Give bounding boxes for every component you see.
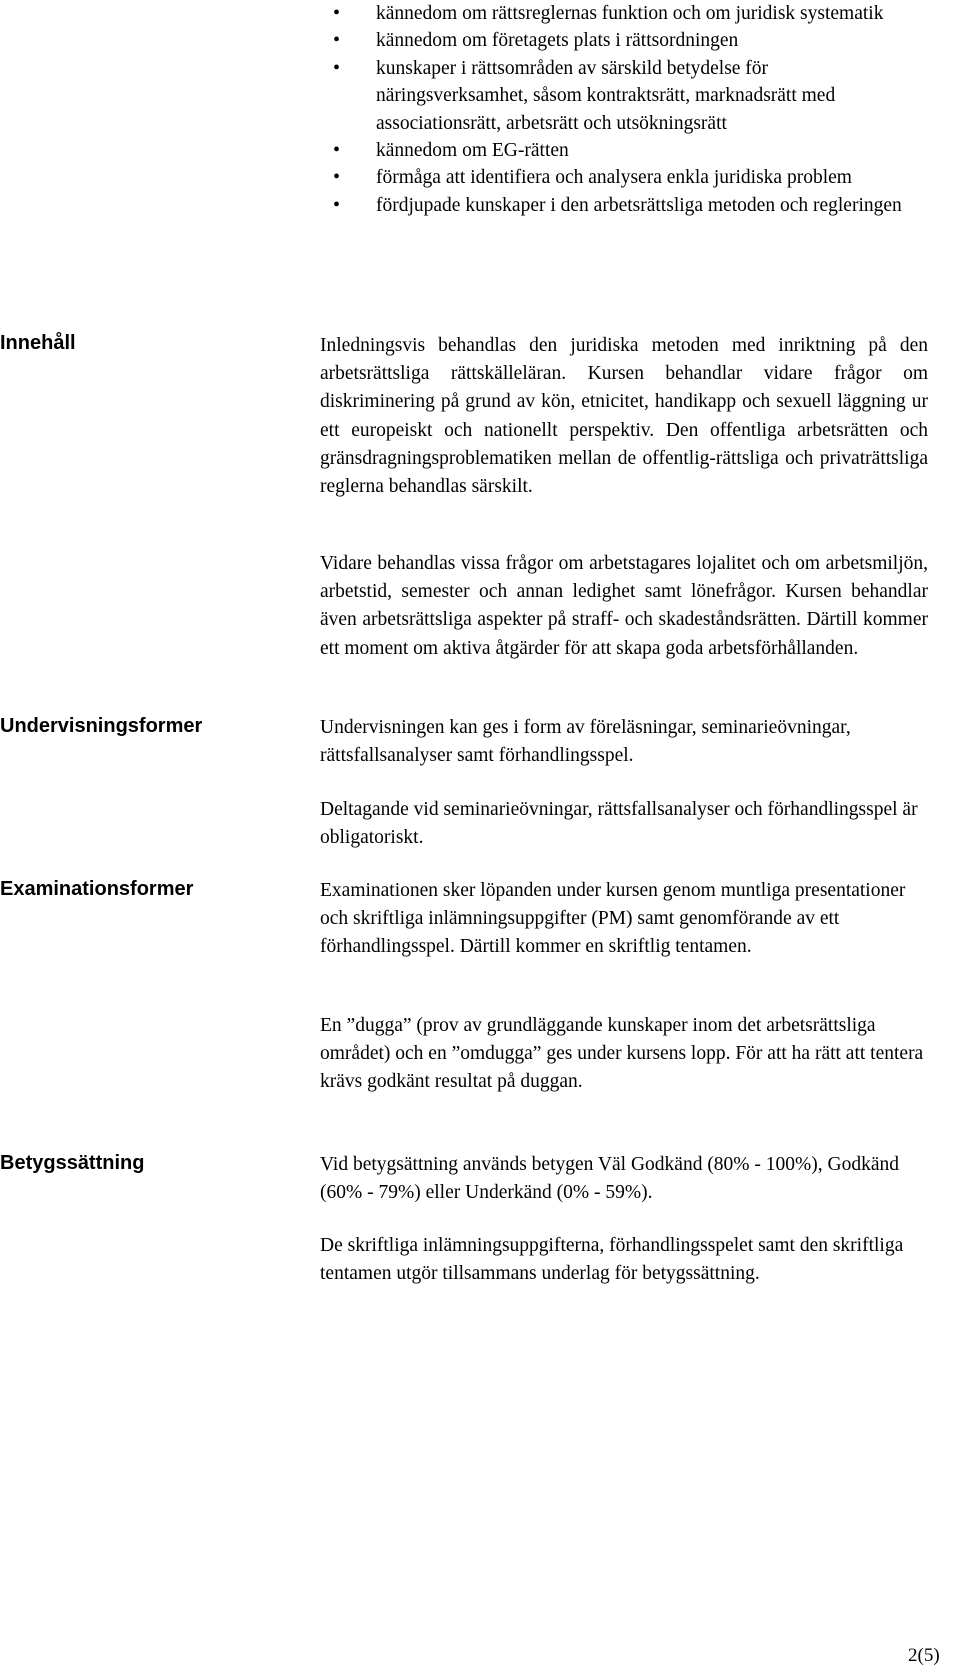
page-number: 2(5) <box>908 1645 940 1666</box>
objective-item: • kunskaper i rättsområden av särskild betydelse för näringsverksamhet, såsom kontraktsrätt, marknadsrätt med associationsrätt, arbetsrätt och utsökningsrätt <box>352 55 912 137</box>
examinationsformer-paragraph-1: Examinationen sker löpanden under kursen genom muntliga presentationer och skriftliga inlämningsuppgifter (PM) samt genomförande av ett förhandlingsspel. Därtill kommer en skriftlig tentamen. <box>320 880 906 958</box>
innehall-paragraph-1: Inledningsvis behandlas den juridiska metoden med inriktning på den arbetsrättsliga rättskälleläran. Kursen behandlar vidare frågor om diskriminering på grund av kön, etnicitet, handikapp och sexuell läggning ur ett europeiskt och nationellt perspektiv. Den offentliga arbetsrätten och gränsdragningsproblematiken mellan de offentlig-rättsliga och privaträttsliga reglerna behandlas särskilt. <box>320 335 928 498</box>
innehall-paragraph-2: Vidare behandlas vissa frågor om arbetstagares lojalitet och om arbetsmiljön, arbetstid, semester och annan ledighet samt lönefrågor. Kursen behandlar även arbetsrättsliga aspekter på straff- och skadeståndsrätten. Därtill kommer ett moment om aktiva åtgärder för att skapa goda arbetsförhållanden. <box>320 553 928 659</box>
objective-item: • fördjupade kunskaper i den arbetsrättsliga metoden och regleringen <box>352 192 912 219</box>
undervisningsformer-paragraph-1: Undervisningen kan ges i form av föreläsningar, seminarieövningar, rättsfallsanalyser samt förhandlingsspel. <box>320 717 851 767</box>
objective-item: • kännedom om rättsreglernas funktion och om juridisk systematik <box>352 0 912 27</box>
objective-item: • förmåga att identifiera och analysera enkla juridiska problem <box>352 164 912 191</box>
objectives-list <box>352 0 912 219</box>
section-heading-betygssattning: Betygssättning <box>0 1152 145 1174</box>
objective-item: • kännedom om företagets plats i rättsordningen <box>352 27 912 54</box>
examinationsformer-paragraph-2: En ”dugga” (prov av grundläggande kunskaper inom det arbetsrättsliga området) och en ”omdugga” ges under kursens lopp. För att ha rätt att tentera krävs godkänt resultat på duggan. <box>320 1015 924 1093</box>
section-heading-undervisningsformer: Undervisningsformer <box>0 715 203 737</box>
section-heading-innehall: Innehåll <box>0 332 76 354</box>
objective-item: • kännedom om EG-rätten <box>352 137 912 164</box>
betygssattning-paragraph-1: Vid betygsättning används betygen Väl Godkänd (80% - 100%), Godkänd (60% - 79%) eller Underkänd (0% - 59%). <box>320 1154 900 1204</box>
betygssattning-paragraph-2: De skriftliga inlämningsuppgifterna, förhandlingsspelet samt den skriftliga tentamen utgör tillsammans underlag för betygssättning. <box>320 1235 904 1285</box>
undervisningsformer-paragraph-2: Deltagande vid seminarieövningar, rättsfallsanalyser och förhandlingsspel är obligatoriskt. <box>320 799 918 849</box>
section-heading-examinationsformer: Examinationsformer <box>0 878 194 900</box>
